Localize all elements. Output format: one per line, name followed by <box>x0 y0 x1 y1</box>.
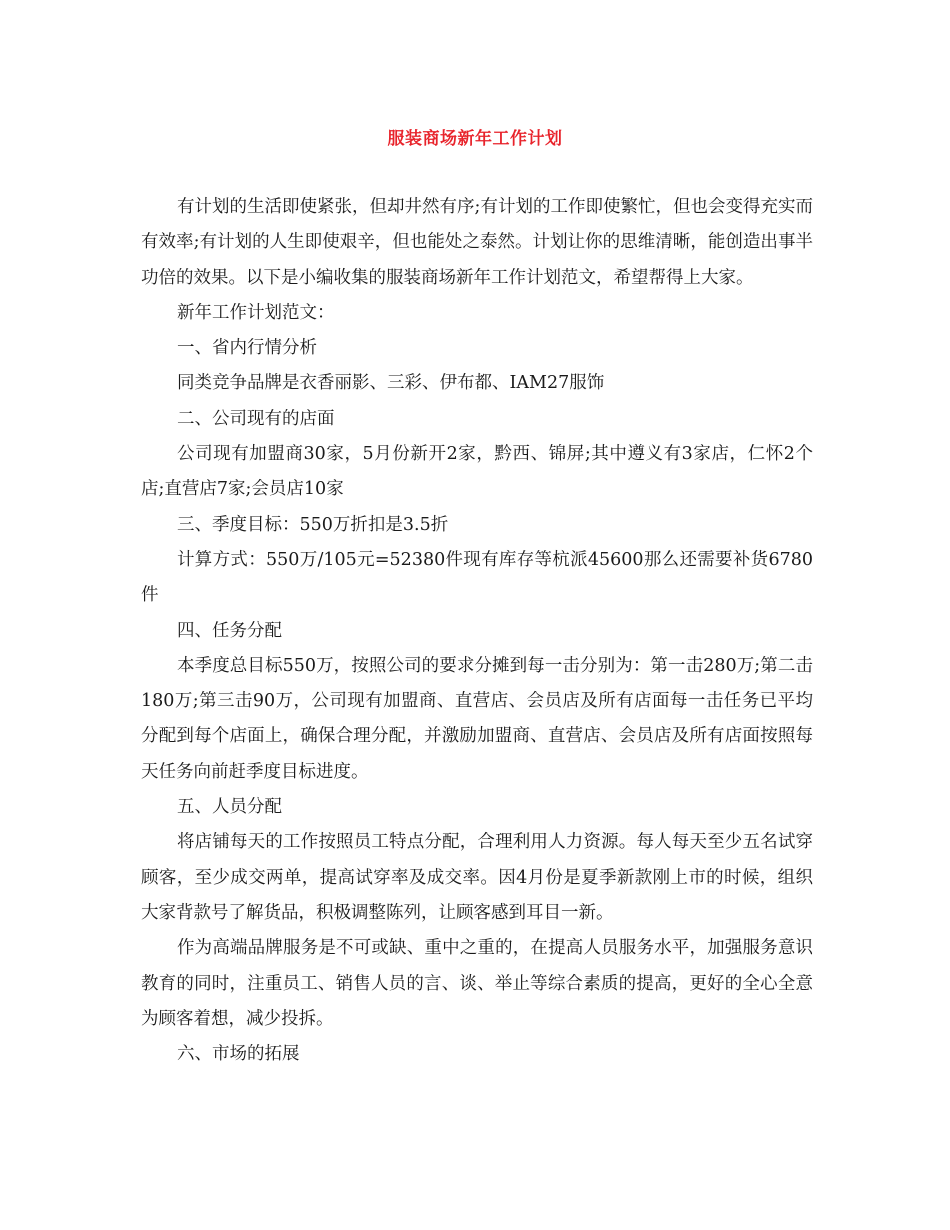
document-body <box>141 190 813 1072</box>
paragraph-heading-sample: 新年工作计划范文： <box>177 302 335 323</box>
section-heading-2: 二、公司现有的店面 <box>177 408 335 429</box>
paragraph-competitors: 同类竞争品牌是衣香丽影、三彩、伊布都、IAM27服饰 <box>177 373 605 394</box>
section-heading-6: 六、市场的拓展 <box>177 1044 300 1065</box>
paragraph-task-allocation: 本季度总目标550万，按照公司的要求分摊到每一击分别为：第一击280万;第二击180万;第三击90万，公司现有加盟商、直营店、会员店及所有店面每一击任务已平均分配到每个店面上，确保合理分配，并激励加盟商、直营店、会员店及所有店面按照每天任务向前赶季度目标进度。 <box>141 655 813 782</box>
document-title: 服装商场新年工作计划 <box>387 129 563 149</box>
paragraph-service: 作为高端品牌服务是不可或缺、重中之重的，在提高人员服务水平，加强服务意识教育的同时，注重员工、销售人员的言、谈、举止等综合素质的提高，更好的全心全意为顾客着想，减少投拆。 <box>141 938 813 1029</box>
paragraph-calculation: 计算方式：550万/105元=52380件现有库存等杭派45600那么还需要补货6780件 <box>141 549 813 606</box>
section-heading-5: 五、人员分配 <box>177 797 282 818</box>
paragraph-staffing: 将店铺每天的工作按照员工特点分配，合理利用人力资源。每人每天至少五名试穿顾客，至少成交两单，提高试穿率及成交率。因4月份是夏季新款刚上市的时候，组织大家背款号了解货品，积极调整陈列，让顾客感到耳目一新。 <box>141 832 813 923</box>
section-heading-4: 四、任务分配 <box>177 620 282 641</box>
section-heading-3: 三、季度目标：550万折扣是3.5折 <box>177 514 449 535</box>
section-heading-1: 一、省内行情分析 <box>177 338 317 359</box>
paragraph-intro: 有计划的生活即使紧张，但却井然有序;有计划的工作即使繁忙，但也会变得充实而有效率;有计划的人生即使艰辛，但也能处之泰然。计划让你的思维清晰，能创造出事半功倍的效果。以下是小编收集的服装商场新年工作计划范文，希望帮得上大家。 <box>141 197 813 288</box>
paragraph-stores: 公司现有加盟商30家，5月份新开2家，黔西、锦屏;其中遵义有3家店，仁怀2个店;直营店7家;会员店10家 <box>141 444 813 500</box>
